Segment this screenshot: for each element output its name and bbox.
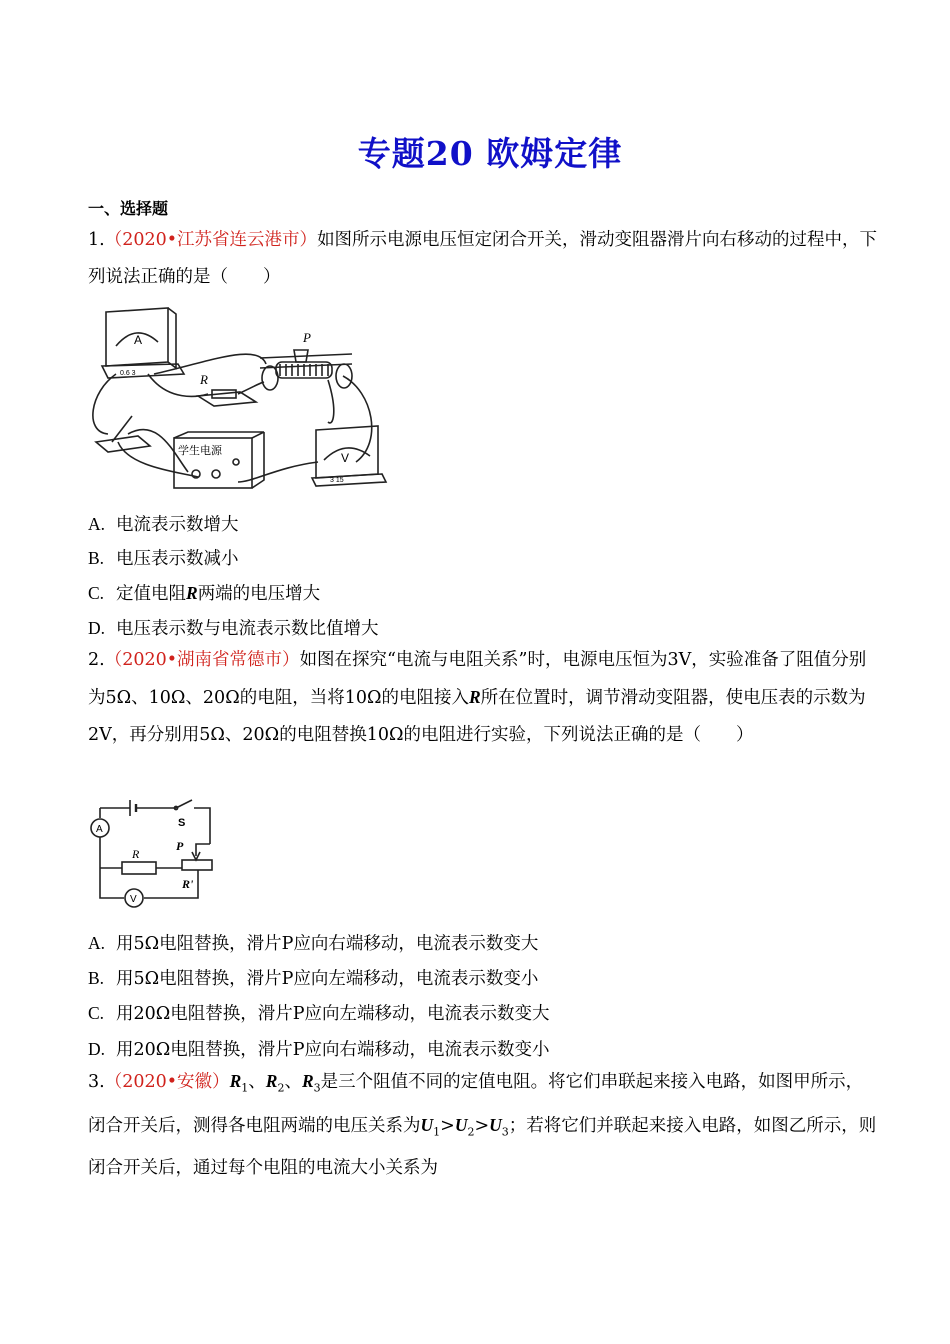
- voltmeter-label: V: [341, 451, 350, 465]
- q1-option-b: B. 电压表示数减小: [88, 548, 239, 569]
- slider-label: P: [303, 330, 311, 345]
- ammeter-scale: 0.6 3: [120, 370, 136, 377]
- slider-label: P: [176, 839, 184, 853]
- page-title: 专题20 欧姆定律: [357, 134, 623, 173]
- resistor-label: R: [132, 847, 140, 861]
- ammeter-label: A: [134, 333, 143, 347]
- voltmeter-label: V: [130, 894, 137, 905]
- q1-option-a: A. 电流表示数增大: [88, 514, 239, 535]
- q2-option-b: B. 用5Ω电阻替换，滑片P应向左端移动，电流表示数变小: [88, 968, 539, 989]
- question-source: （2020•江苏省连云港市）: [104, 230, 318, 250]
- q1-option-c: C. 定值电阻R两端的电压增大: [88, 583, 321, 604]
- question-number: 3.: [88, 1072, 105, 1092]
- supply-label: 学生电源: [178, 444, 222, 457]
- question-source: （2020•湖南省常德市）: [104, 650, 300, 670]
- q2-option-d: D. 用20Ω电阻替换，滑片P应向右端移动，电流表示数变小: [88, 1039, 550, 1060]
- circuit-figure-2: [88, 798, 218, 910]
- question-number: 2.: [88, 650, 105, 670]
- ammeter-label: A: [96, 824, 103, 835]
- question-1: [88, 222, 878, 296]
- question-number: 1.: [88, 230, 105, 250]
- resistor-label: R: [200, 372, 208, 387]
- rheostat-label: R': [182, 877, 194, 891]
- circuit-figure-1: [88, 302, 388, 494]
- question-text: 如图所示电源电压恒定闭合开关，滑动变阻器滑片向右移动的过程中，下列说法正确的是（ ）: [88, 230, 878, 287]
- section-heading: 一、选择题: [88, 199, 169, 218]
- question-source: （2020•安徽）: [104, 1072, 230, 1092]
- q1-option-d: D. 电压表示数与电流表示数比值增大: [88, 618, 379, 639]
- q2-option-c: C. 用20Ω电阻替换，滑片P应向左端移动，电流表示数变大: [88, 1003, 550, 1024]
- voltmeter-scale: 3 15: [330, 477, 344, 484]
- question-2: 2.（2020•湖南省常德市）如图在探究“电流与电阻关系”时，电源电压恒为3V，实验准备了阻值分别为5Ω、10Ω、20Ω的电阻，当将10Ω的电阻接入R所在位置时，调节滑动变阻器，使电压表的示数为2V，再分别用5Ω、20Ω的电阻替换10Ω的电阻进行实验，下列说法正确的是（ ）: [88, 650, 867, 745]
- q2-option-a: A. 用5Ω电阻替换，滑片P应向右端移动，电流表示数变大: [88, 933, 539, 954]
- question-3: 3.（2020•安徽）$R_1$、$R_2$、$R_3$是三个阻值不同的定值电阻。将它们串联起来接入电路，如图甲所示，闭合开关后，测得各电阻两端的电压关系为$U_1>U_2>U_3$；若将它们并联起来接入电路，如图乙所示，则闭合开关后，通过每个电阻的电流大小关系为: [88, 1071, 877, 1178]
- switch-label: S: [178, 817, 186, 829]
